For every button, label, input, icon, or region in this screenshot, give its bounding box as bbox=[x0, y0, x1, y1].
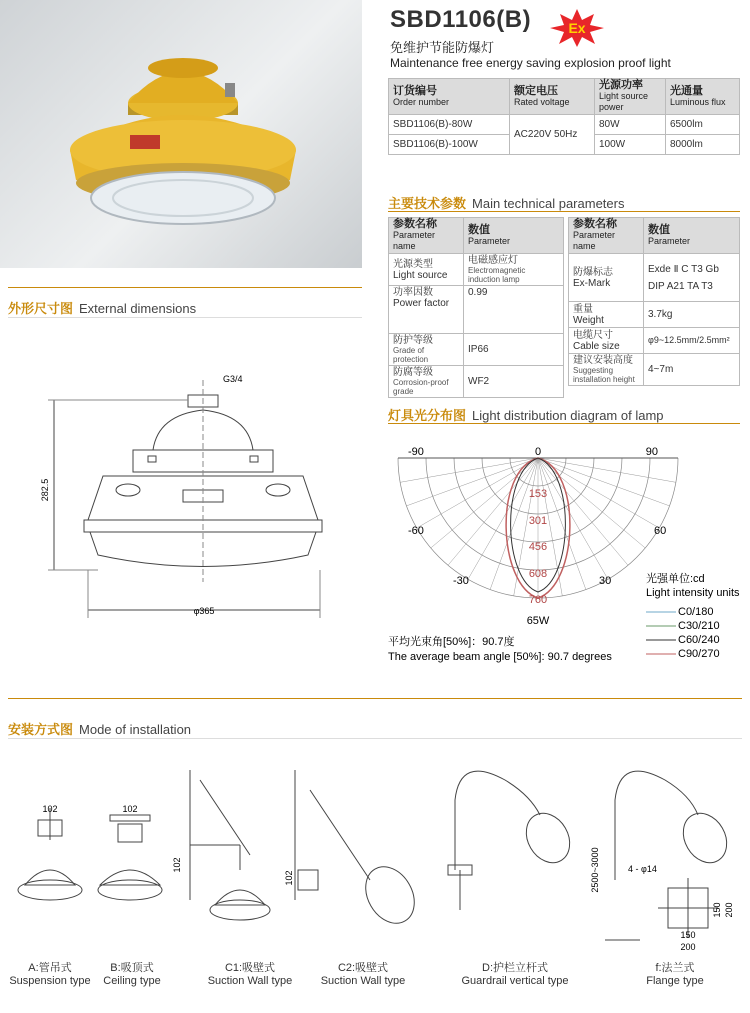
mode-en: Ceiling type bbox=[103, 975, 161, 987]
lamp-photo-illustration bbox=[0, 0, 362, 268]
section-rule bbox=[8, 698, 742, 699]
install-mode-a bbox=[5, 962, 95, 988]
dim-holes: 4 - φ14 bbox=[628, 864, 657, 874]
ring-label: 456 bbox=[528, 541, 548, 553]
mode-en: Suspension type bbox=[9, 975, 91, 987]
header-order: 订货编号 Order number bbox=[389, 79, 510, 115]
dim-102-c2: 102 bbox=[284, 870, 294, 886]
param-value-header: 数值 Parameter bbox=[464, 218, 564, 254]
install-mode-c1 bbox=[200, 962, 300, 988]
install-mode-b bbox=[97, 962, 167, 988]
param-value: 0.99 bbox=[464, 286, 564, 334]
header-flux: 光通量 Luminous flux bbox=[666, 79, 740, 115]
order-table bbox=[388, 78, 740, 155]
polar-spoke bbox=[538, 458, 645, 548]
table-row bbox=[389, 366, 564, 398]
param-value: 4~7m bbox=[644, 354, 740, 386]
param-value: 3.7kg bbox=[644, 302, 740, 328]
section-installation-en: Mode of installation bbox=[79, 722, 192, 737]
angle-label: 90 bbox=[645, 446, 658, 458]
polar-legend bbox=[646, 606, 720, 660]
params-right-header bbox=[569, 218, 740, 254]
table-row bbox=[569, 302, 740, 328]
install-mode-d bbox=[450, 962, 580, 988]
table-row bbox=[569, 328, 740, 354]
section-installation-cn: 安装方式图 bbox=[8, 722, 74, 737]
dim-150-v: 150 bbox=[712, 902, 722, 918]
param-name: 防爆标志 Ex-Mark bbox=[569, 254, 644, 302]
section-distribution bbox=[388, 405, 664, 424]
param-name: 功率因数 Power factor bbox=[389, 286, 464, 334]
voltage-cell: AC220V 50Hz bbox=[510, 115, 595, 155]
section-dimensions-en: External dimensions bbox=[79, 301, 197, 316]
section-technical bbox=[388, 193, 624, 212]
install-mode-f bbox=[625, 962, 725, 988]
power-cell: 100W bbox=[595, 135, 666, 155]
thread-label: G3/4 bbox=[223, 374, 243, 384]
mode-en: Flange type bbox=[646, 975, 704, 987]
params-table-right bbox=[568, 217, 740, 386]
table-row bbox=[389, 254, 564, 286]
param-name: 建议安装高度 Suggesting installation height bbox=[569, 354, 644, 386]
mode-cn: C2:吸壁式 bbox=[337, 962, 389, 974]
section-distribution-en: Light distribution diagram of lamp bbox=[472, 408, 664, 423]
angle-label: -30 bbox=[453, 575, 469, 587]
angle-label: 0 bbox=[534, 446, 542, 458]
dim-102-a: 102 bbox=[42, 804, 58, 814]
model-title: SBD1106(B) bbox=[390, 6, 532, 33]
table-row bbox=[389, 115, 740, 135]
param-value-header: 数值 Parameter bbox=[644, 218, 740, 254]
param-name-header: 参数名称 Parameter name bbox=[569, 218, 644, 254]
installation-drawings bbox=[0, 760, 750, 955]
mode-cn: A:管吊式 bbox=[28, 962, 72, 974]
mode-cn: B:吸顶式 bbox=[110, 962, 154, 974]
beam-angle-en: The average beam angle [50%]: 90.7 degrees bbox=[388, 651, 612, 663]
product-photo bbox=[0, 0, 362, 268]
mode-cn: C1:吸壁式 bbox=[224, 962, 276, 974]
table-row bbox=[389, 286, 564, 334]
param-name: 防护等级 Grade of protection bbox=[389, 334, 464, 366]
section-rule bbox=[388, 423, 740, 424]
ring-label: 153 bbox=[528, 488, 548, 500]
section-dimensions-cn: 外形尺寸图 bbox=[8, 301, 74, 316]
ring-label: 760 bbox=[528, 594, 548, 606]
polar-spoke bbox=[448, 458, 538, 565]
unit-cn: 光强单位:cd bbox=[646, 573, 705, 585]
power-label: 65W bbox=[526, 615, 550, 627]
polar-spoke bbox=[431, 458, 538, 548]
angle-label: 30 bbox=[599, 575, 612, 587]
param-value: φ9~12.5mm/2.5mm² bbox=[644, 328, 740, 354]
polar-spoke bbox=[538, 458, 628, 565]
dim-pole-height: 2500~3000 bbox=[590, 847, 600, 893]
order-table-header bbox=[389, 79, 740, 115]
dim-102-b: 102 bbox=[122, 804, 138, 814]
section-rule bbox=[8, 287, 362, 288]
angle-label: -60 bbox=[408, 525, 424, 537]
param-name: 防腐等级 Corrosion-proof grade bbox=[389, 366, 464, 398]
section-distribution-cn: 灯具光分布图 bbox=[388, 408, 467, 423]
legend-label: C60/240 bbox=[678, 634, 720, 646]
legend-label: C90/270 bbox=[678, 648, 720, 660]
param-value: IP66 bbox=[464, 334, 564, 366]
section-rule bbox=[8, 738, 742, 739]
table-row bbox=[569, 354, 740, 386]
ex-badge bbox=[548, 8, 606, 48]
install-mode-c2 bbox=[313, 962, 413, 988]
ring-label: 301 bbox=[528, 515, 548, 527]
power-cell: 80W bbox=[595, 115, 666, 135]
flux-cell: 6500lm bbox=[666, 115, 740, 135]
mode-en: Suction Wall type bbox=[207, 975, 293, 987]
ex-text: Ex bbox=[568, 20, 586, 36]
unit-en: Light intensity units bbox=[646, 587, 740, 599]
mode-cn: D:护栏立杆式 bbox=[482, 962, 548, 974]
legend-label: C30/210 bbox=[678, 620, 720, 632]
table-row bbox=[389, 334, 564, 366]
dimension-drawing bbox=[8, 360, 362, 630]
mode-en: Suction Wall type bbox=[320, 975, 406, 987]
dim-102-c1: 102 bbox=[172, 857, 182, 873]
section-installation bbox=[8, 719, 191, 738]
section-rule bbox=[8, 317, 362, 318]
section-technical-en: Main technical parameters bbox=[472, 196, 625, 211]
header-voltage: 额定电压 Rated voltage bbox=[510, 79, 595, 115]
height-label: 282.5 bbox=[40, 478, 50, 502]
param-name: 重量 Weight bbox=[569, 302, 644, 328]
ex-star-icon bbox=[548, 8, 606, 48]
section-technical-cn: 主要技术参数 bbox=[388, 196, 467, 211]
flux-cell: 8000lm bbox=[666, 135, 740, 155]
param-name: 光源类型 Light source bbox=[389, 254, 464, 286]
param-name-header: 参数名称 Parameter name bbox=[389, 218, 464, 254]
header-power: 光源功率 Light source power bbox=[595, 79, 666, 115]
legend-label: C0/180 bbox=[678, 606, 714, 618]
angle-label: 60 bbox=[654, 525, 667, 537]
beam-angle-cn: 平均光束角[50%]：90.7度 bbox=[388, 636, 515, 648]
order-cell: SBD1106(B)-100W bbox=[389, 135, 510, 155]
param-value: WF2 bbox=[464, 366, 564, 398]
params-table-left bbox=[388, 217, 564, 398]
ring-label: 608 bbox=[528, 568, 548, 580]
angle-label: -90 bbox=[408, 446, 424, 458]
param-name: 电缆尺寸 Cable size bbox=[569, 328, 644, 354]
dim-150-h: 150 bbox=[680, 930, 696, 940]
polar-diagram bbox=[388, 430, 740, 670]
product-name-cn: 免维护节能防爆灯 bbox=[390, 40, 495, 55]
diameter-label: φ365 bbox=[193, 606, 215, 616]
dim-200-h: 200 bbox=[680, 942, 696, 952]
params-left-header bbox=[389, 218, 564, 254]
dim-200-v: 200 bbox=[724, 902, 734, 918]
mode-cn: f:法兰式 bbox=[655, 962, 695, 974]
order-cell: SBD1106(B)-80W bbox=[389, 115, 510, 135]
section-dimensions bbox=[8, 298, 196, 317]
param-value: Exde Ⅱ C T3 Gb DIP A21 TA T3 bbox=[644, 254, 740, 302]
table-row bbox=[569, 254, 740, 302]
product-name-en: Maintenance free energy saving explosion proof light bbox=[390, 56, 671, 70]
section-rule bbox=[388, 211, 740, 212]
param-value: 电磁感应灯 Electromagnetic induction lamp bbox=[464, 254, 564, 286]
mode-en: Guardrail vertical type bbox=[461, 975, 569, 987]
